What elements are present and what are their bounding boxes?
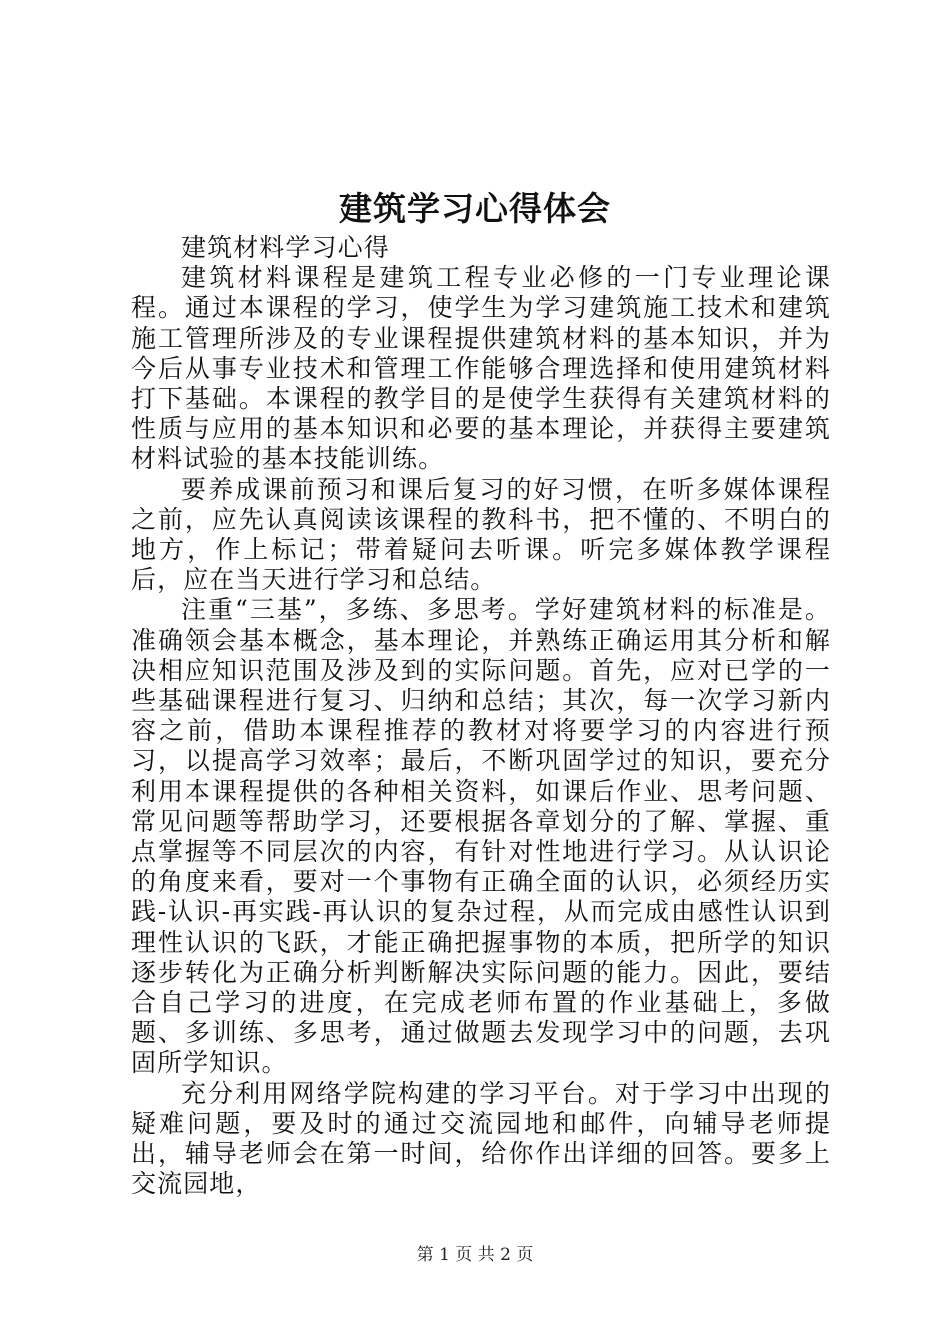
document-body bbox=[131, 233, 831, 1200]
document-subtitle: 建筑材料学习心得 bbox=[181, 233, 390, 262]
page-number-footer: 第 1 页 共 2 页 bbox=[416, 1245, 534, 1265]
paragraph-4: 充分利用网络学院构建的学习平台。对于学习中出现的疑难问题，要及时的通过交流园地和邮件，向辅导老师提出，辅导老师会在第一时间，给你作出详细的回答。要多上交流园地， bbox=[131, 1078, 831, 1199]
paragraph-1: 建筑材料课程是建筑工程专业必修的一门专业理论课程。通过本课程的学习，使学生为学习建筑施工技术和建筑施工管理所涉及的专业课程提供建筑材料的基本知识，并为今后从事专业技术和管理工作能够合理选择和使用建筑材料打下基础。本课程的教学目的是使学生获得有关建筑材料的性质与应用的基本知识和必要的基本理论，并获得主要建筑材料试验的基本技能训练。 bbox=[131, 263, 831, 474]
document-title: 建筑学习心得体会 bbox=[339, 189, 611, 228]
paragraph-2: 要养成课前预习和课后复习的好习惯，在听多媒体课程之前，应先认真阅读该课程的教科书，把不懂的、不明白的地方，作上标记；带着疑问去听课。听完多媒体教学课程后，应在当天进行学习和总结。 bbox=[131, 474, 831, 595]
paragraph-3: 注重“三基”，多练、多思考。学好建筑材料的标准是。准确领会基本概念，基本理论，并熟练正确运用其分析和解决相应知识范围及涉及到的实际问题。首先，应对已学的一些基础课程进行复习、归纳和总结；其次，每一次学习新内容之前，借助本课程推荐的教材对将要学习的内容进行预习，以提高学习效率；最后，不断巩固学过的知识，要充分利用本课程提供的各种相关资料，如课后作业、思考问题、常见问题等帮助学习，还要根据各章划分的了解、掌握、重点掌握等不同层次的内容，有针对性地进行学习。从认识论的角度来看，要对一个事物有正确全面的认识，必须经历实践-认识-再实践-再认识的复杂过程，从而完成由感性认识到理性认识的飞跃，才能正确把握事物的本质，把所学的知识逐步转化为正确分析判断解决实际问题的能力。因此，要结合自己学习的进度，在完成老师布置的作业基础上，多做题、多训练、多思考，通过做题去发现学习中的问题，去巩固所学知识。 bbox=[131, 595, 831, 1078]
